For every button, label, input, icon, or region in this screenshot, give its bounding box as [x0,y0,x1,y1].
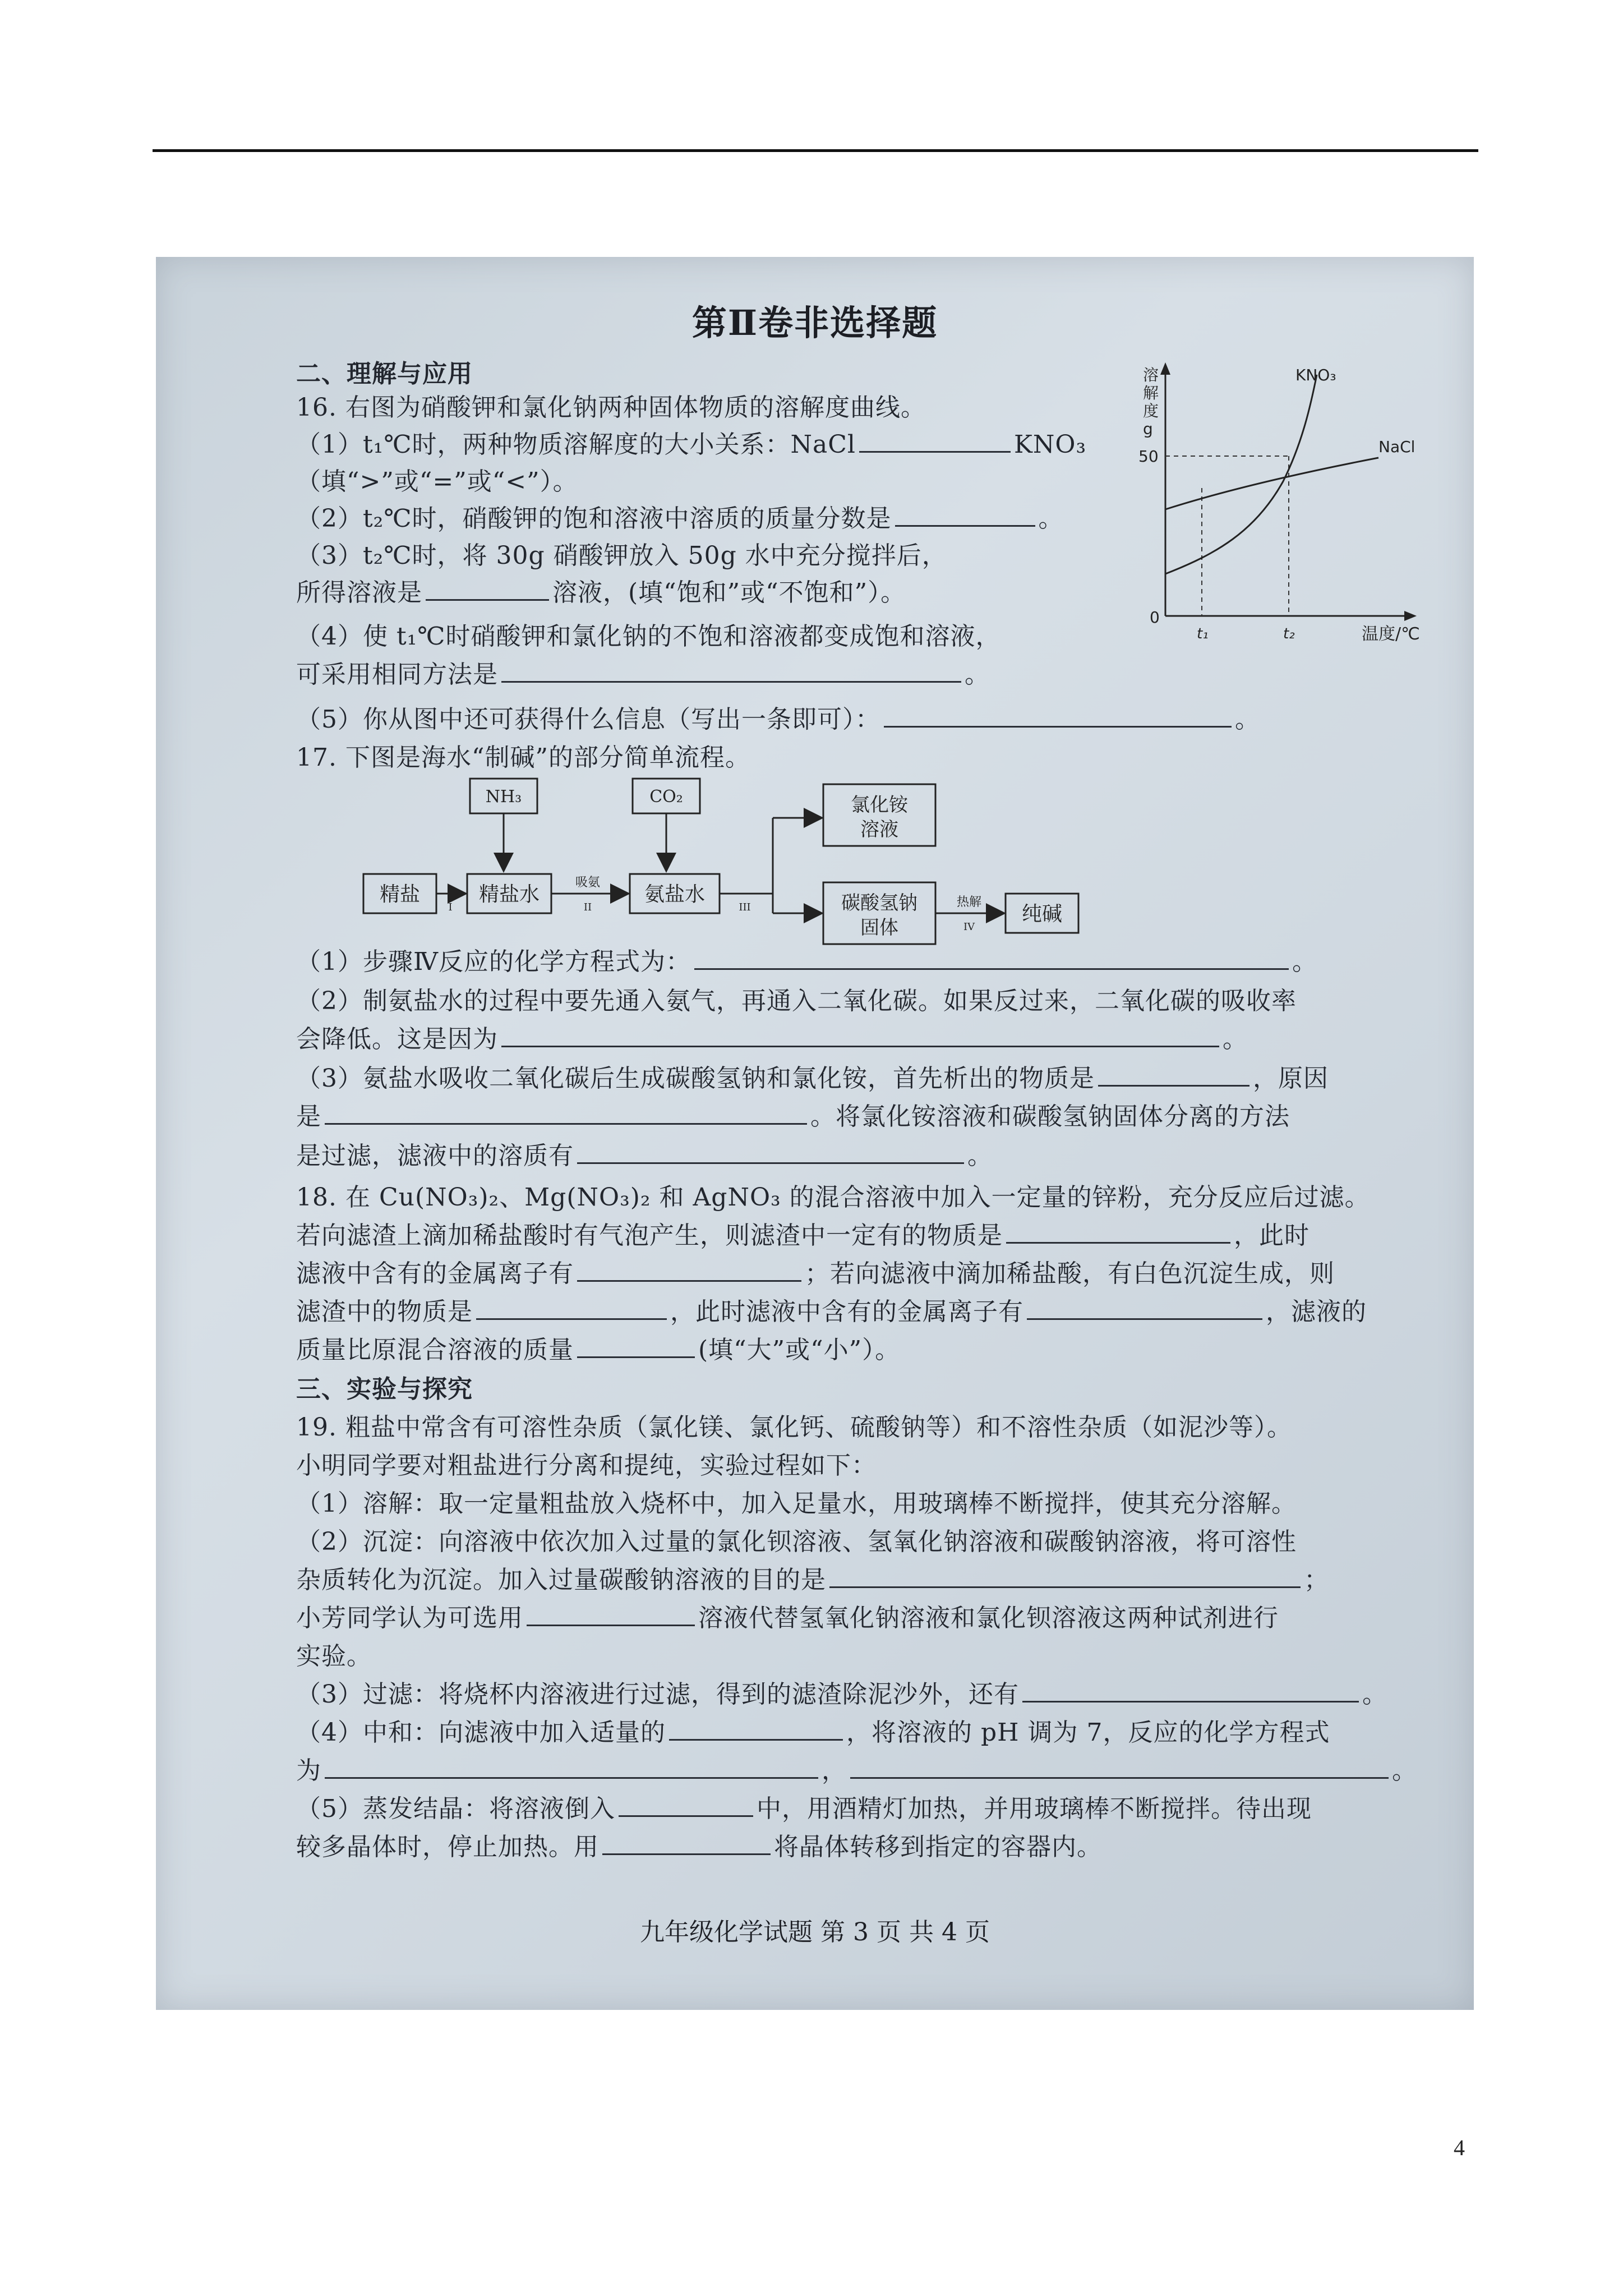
nh4cl-label-2: 溶液 [860,818,898,841]
q18-blank-5[interactable] [577,1351,695,1358]
kno3-label: KNO₃ [1295,366,1336,384]
q16-part1-hint: （填“>”或“=”或“<”）。 [296,467,578,496]
section-heading-3: 三、实验与探究 [296,1375,473,1404]
y-tick-50: 50 [1138,447,1159,466]
step2-label: II [583,901,592,913]
q16-blank-3[interactable] [426,593,549,601]
q18-line1: 18. 在 Cu(NO₃)₂、Mg(NO₃)₂ 和 AgNO₃ 的混合溶液中加入一定量的锌粉，充分反应后过滤。 [296,1183,1370,1212]
q17-part3-c: 是过滤，滤液中的溶质有 。 [296,1142,993,1170]
q16-stem: 16. 右图为硝酸钾和氯化钠两种固体物质的溶解度曲线。 [296,393,926,422]
y-axis-arrow [1160,362,1170,375]
q19-line12: 较多晶体时，停止加热。用 将晶体转移到指定的容器内。 [296,1833,1102,1861]
y-axis-label-char: g [1143,420,1153,438]
q16-part4-a: （4）使 t₁℃时硝酸钾和氯化钠的不饱和溶液都变成饱和溶液， [296,622,1001,651]
nahco3-label-1: 碳酸氢钠 [841,892,917,914]
brine-label: 精盐水 [478,883,540,906]
q19-line3: （1）溶解：取一定量粗盐放入烧杯中，加入足量水，用玻璃棒不断搅拌，使其充分溶解。 [296,1489,1297,1518]
q19-blank-5[interactable] [325,1772,818,1779]
q17-blank-4[interactable] [325,1117,807,1125]
q19-line7: 实验。 [296,1642,372,1671]
soda-process-flowchart [358,773,1367,958]
section-heading-2: 二、理解与应用 [296,360,473,388]
q19-blank-3[interactable] [1022,1695,1359,1703]
q16-part1: （1）t₁℃时，两种物质溶解度的大小关系：NaCl KNO₃ [296,430,1087,459]
q19-line5: 杂质转化为沉淀。加入过量碳酸钠溶液的目的是 ； [296,1566,1329,1594]
q18-line3: 滤液中含有的金属离子有 ；若向滤液中滴加稀盐酸，有白色沉淀生成，则 [296,1259,1335,1288]
q18-line4: 滤渣中的物质是 ，此时滤液中含有的金属离子有 ，滤液的 [296,1297,1367,1326]
nh4cl-label-1: 氯化铵 [851,794,908,816]
q19-line11: （5）蒸发结晶：将溶液倒入 中，用酒精灯加热，并用玻璃棒不断搅拌。待出现 [296,1795,1312,1823]
q19-blank-1[interactable] [829,1581,1301,1588]
kno3-curve [1165,375,1317,574]
step3-label: III [739,901,751,913]
x-axis-arrow [1404,611,1417,621]
q19-blank-8[interactable] [602,1848,771,1855]
ammonia-brine-label: 氨盐水 [644,883,706,906]
q17-part1: （1）步骤Ⅳ反应的化学方程式为： 。 [296,947,1317,976]
q16-blank-4[interactable] [501,675,961,683]
q16-part5: （5）你从图中还可获得什么信息（写出一条即可）： 。 [296,705,1260,734]
nahco3-label-2: 固体 [860,917,898,939]
q17-blank-1[interactable] [694,963,1289,970]
solubility-chart [1087,358,1451,672]
co2-label: CO₂ [649,787,683,807]
q19-line4: （2）沉淀：向溶液中依次加入过量的氯化钡溶液、氢氧化钠溶液和碳酸钠溶液，将可溶性 [296,1527,1297,1556]
q19-blank-4[interactable] [669,1733,843,1741]
section-title: 第Ⅱ卷非选择题 [691,302,938,343]
q16-part2: （2）t₂℃时，硝酸钾的饱和溶液中溶质的质量分数是 。 [296,504,1064,533]
y-axis-label-char: 解 [1143,384,1159,402]
soda-label: 纯碱 [1021,903,1063,926]
q19-line2: 小明同学要对粗盐进行分离和提纯，实验过程如下： [296,1451,877,1480]
q18-line2: 若向滤渣上滴加稀盐酸时有气泡产生，则滤渣中一定有的物质是 ，此时 [296,1221,1310,1250]
q18-blank-4[interactable] [1027,1313,1262,1320]
q18-blank-2[interactable] [577,1274,801,1282]
origin-label: 0 [1150,608,1160,627]
q19-blank-7[interactable] [619,1810,753,1817]
q19-blank-6[interactable] [850,1772,1389,1779]
x-axis-label: 温度/℃ [1362,624,1420,644]
q17-part3-a: （3）氨盐水吸收二氧化碳后生成碳酸氢钠和氯化铵，首先析出的物质是 ，原因 [296,1064,1329,1093]
x-tick-t1: t₁ [1197,625,1209,642]
header-rule [153,149,1478,152]
page-number: 4 [1454,2135,1465,2160]
q18-blank-3[interactable] [476,1313,667,1320]
q16-part3-b: 所得溶液是 溶液，(填“饱和”或“不饱和”）。 [296,578,906,607]
y-axis-label [1143,366,1159,438]
nacl-curve [1165,458,1378,509]
x-tick-t2: t₂ [1283,625,1295,642]
q19-blank-2[interactable] [527,1619,695,1626]
nacl-label: NaCl [1378,438,1415,456]
step4-label: IV [963,921,975,933]
raw-salt-label: 精盐 [379,883,421,906]
q16-blank-5[interactable] [884,720,1232,728]
q17-part3-b: 是 。将氯化铵溶液和碳酸氢钠固体分离的方法 [296,1102,1290,1131]
q19-line9: （4）中和：向滤液中加入适量的 ，将溶液的 pH 调为 7，反应的化学方程式 [296,1718,1330,1747]
q19-line10: 为 ， 。 [296,1756,1417,1785]
q19-line1: 19. 粗盐中常含有可溶性杂质（氯化镁、氯化钙、硫酸钠等）和不溶性杂质（如泥沙等）。 [296,1413,1292,1442]
exam-footer: 九年级化学试题 第 3 页 共 4 页 [640,1918,990,1947]
q19-line6: 小芳同学认为可选用 溶液代替氢氧化钠溶液和氯化钡溶液这两种试剂进行 [296,1604,1279,1632]
q16-blank-1[interactable] [859,445,1011,453]
step1-label: I [448,901,453,913]
q16-part4-b: 可采用相同方法是 。 [296,660,990,689]
q16-blank-2[interactable] [895,519,1035,527]
step4-top-label: 热解 [956,895,982,909]
y-axis-label-char: 度 [1143,402,1159,420]
nh3-label: NH₃ [485,787,522,807]
q18-blank-1[interactable] [1006,1236,1230,1244]
q19-line8: （3）过滤：将烧杯内溶液进行过滤，得到的滤渣除泥沙外，还有 。 [296,1680,1387,1709]
q16-part3-a: （3）t₂℃时，将 30g 硝酸钾放入 50g 水中充分搅拌后， [296,541,947,570]
y-axis-label-char: 溶 [1143,366,1159,384]
scanned-exam-page [156,257,1474,2010]
q17-part2-b: 会降低。这是因为 。 [296,1025,1248,1053]
q17-blank-3[interactable] [1098,1079,1249,1087]
q17-stem: 17. 下图是海水“制碱”的部分简单流程。 [296,743,750,772]
q17-part2-a: （2）制氨盐水的过程中要先通入氨气，再通入二氧化碳。如果反过来，二氧化碳的吸收率 [296,987,1297,1015]
q17-blank-2[interactable] [501,1040,1219,1047]
step2-top-label: 吸氨 [575,876,601,890]
q17-blank-5[interactable] [577,1157,964,1164]
q18-line5: 质量比原混合溶液的质量 (填“大”或“小”）。 [296,1336,901,1364]
